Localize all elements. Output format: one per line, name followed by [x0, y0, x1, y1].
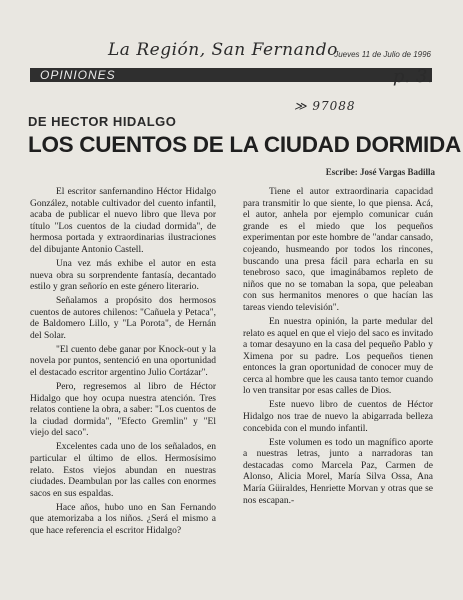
masthead-handwriting: La Región, San Fernando	[108, 40, 338, 60]
paragraph: Tiene el autor extraordinaria capacidad para transmitir lo que siente, lo que piensa. Acá, el autor, anhela por ejemplo comunicar cuán grande es el miedo que los pequeños experimentan por este hombre de "andar cansado, cojeando, husmeando por todos los rincones, buscando una presa fácil para echarla en su tenebroso saco, que imaginábamos repleto de niños que no se tomaban la sopa, que peleaban con sus hermanitos menores o que hacían las tareas viendo televisión".	[243, 187, 433, 313]
headline: LOS CUENTOS DE LA CIUDAD DORMIDA	[28, 132, 461, 157]
section-bar	[30, 68, 432, 82]
author-credit: Escribe: José Vargas Badilla	[325, 167, 435, 177]
paragraph: Señalamos a propósito dos hermosos cuentos de autores chilenos: "Cañuela y Petaca", de Baldomero Lillo, y "La Porota", de Hernán del Solar.	[30, 296, 216, 341]
paragraph: Este nuevo libro de cuentos de Héctor Hidalgo nos trae de nuevo la abigarrada belleza concebida con el mundo infantil.	[243, 400, 433, 434]
paragraph: Este volumen es todo un magnífico aporte a nuestras letras, junto a narradoras tan destacadas como Marcela Paz, Carmen de Alonso, Alicia Morel, María Silva Ossa, Ana María Güiraldes, Henriette Morvan y otras que se nos escapan.-	[243, 437, 433, 506]
paragraph: Hace años, hubo uno en San Fernando que atemorizaba a los niños. ¿Será el mismo a que hace referencia el escritor Hidalgo?	[30, 502, 216, 536]
section-label: OPINIONES	[40, 68, 116, 82]
article-column-right	[243, 187, 433, 510]
page-number: p. 3.	[392, 66, 433, 87]
paragraph: En nuestra opinión, la parte medular del relato es aquel en que el viejo del saco es invitado a tomar desayuno en la casa del pequeño Pablo y Ximena por su padre. Los pequeños tienen entonces la gran oportunidad de conocer muy de cerca al hombre que les causa tanto temor cuando lo ven transitar por esas calles de Dios.	[243, 316, 433, 397]
paragraph: Pero, regresemos al libro de Héctor Hidalgo que hoy ocupa nuestra atención. Tres relatos contiene la obra, a saber: "Los cuentos de la ciudad dormida", "Efecto Gremlin" y "El viejo del saco".	[30, 382, 216, 439]
archive-number: ≫ 97088	[294, 99, 356, 113]
paragraph: Excelentes cada uno de los señalados, en particular el último de ellos. Hermosísimo relato. Estos viejos abundan en nuestras ciudades. Deambulan por las calles con enormes sacos en sus espaldas.	[30, 442, 216, 499]
paragraph: El escritor sanfernandino Héctor Hidalgo González, notable cultivador del cuento infantil, acaba de publicar el nuevo libro que lleva por título "Los cuentos de la ciudad dormida", de hermosa portada y extraordinarias ilustraciones del dibujante Antonio Castell.	[30, 187, 216, 255]
paragraph: Una vez más exhibe el autor en esta nueva obra su sorprendente fantasía, decantado estilo y gran señorío en este género literario.	[30, 258, 216, 293]
byline-heading: DE HECTOR HIDALGO	[28, 114, 177, 129]
article-column-left	[30, 187, 216, 540]
masthead-date: Jueves 11 de Julio de 1996	[334, 50, 431, 59]
paragraph: "El cuento debe ganar por Knock-out y la novela por puntos, sentenció en una oportunidad el destacado escritor argentino Julio Cortázar".	[30, 344, 216, 379]
